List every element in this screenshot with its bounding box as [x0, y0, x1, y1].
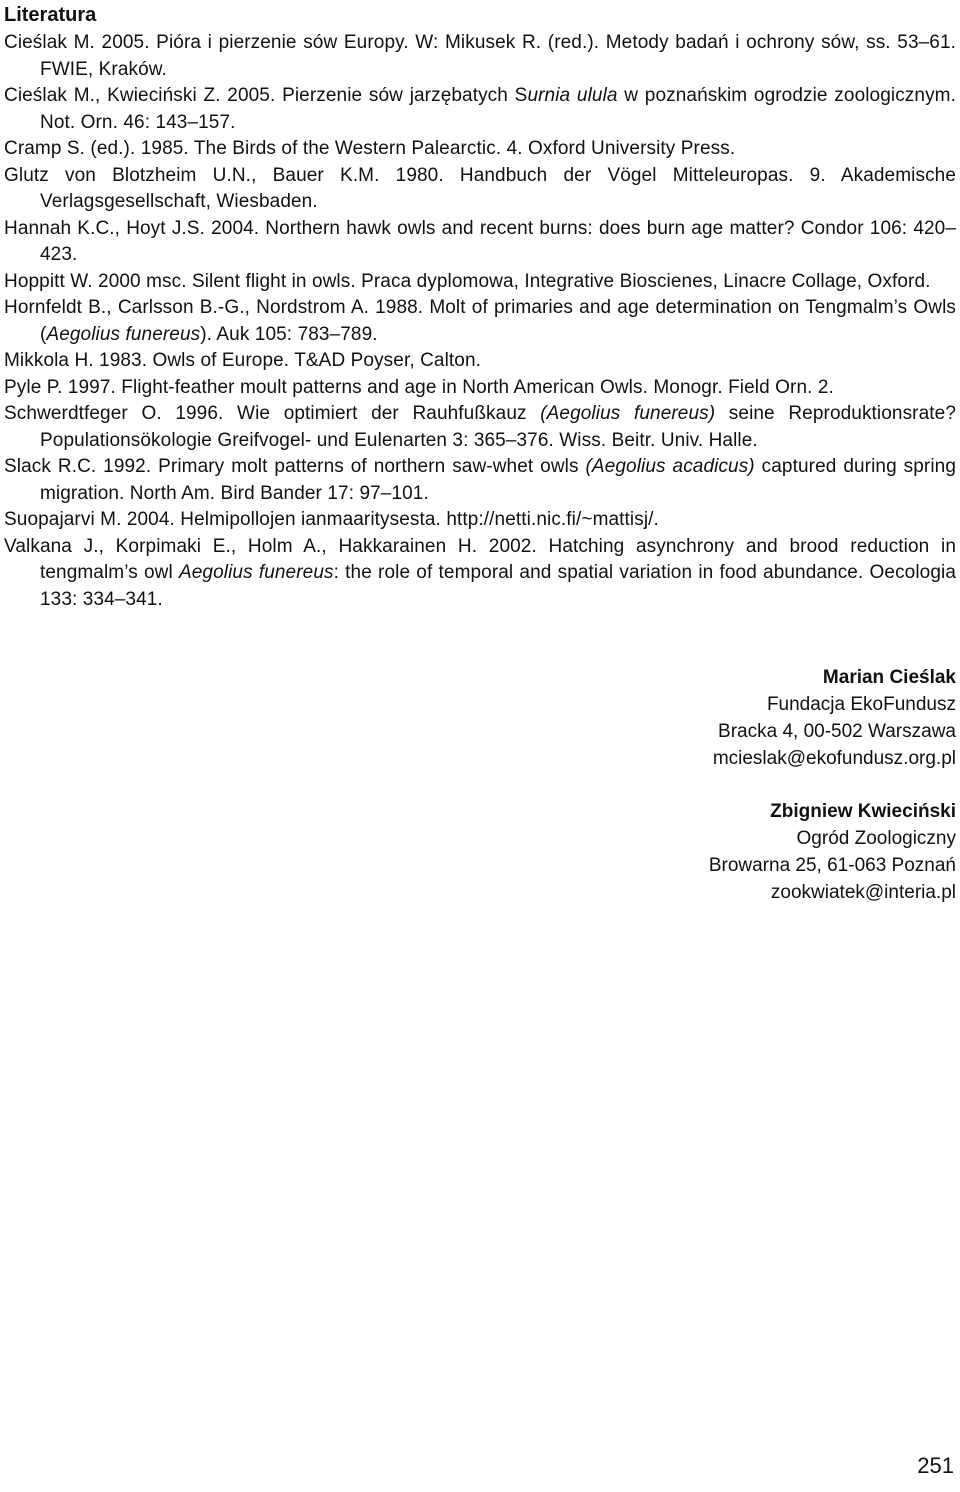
- reference-item: [4, 83, 956, 136]
- reference-item: [4, 401, 956, 454]
- reference-text: captured during spring migration. North Am. Bird Bander 17: 97–101.: [40, 456, 956, 504]
- reference-italic-text: Aegolius funereus: [46, 323, 201, 345]
- reference-text: ). Auk 105: 783–789.: [200, 323, 378, 345]
- author-institution: Ogród Zoologiczny: [796, 828, 956, 849]
- page-number: 251: [917, 1453, 954, 1478]
- author-block-2: [456, 798, 956, 906]
- reference-text: Hornfeldt B., Carlsson B.-G., Nordstrom A. 1988. Molt of primaries and age determination on Tengmalm’s Owls (: [4, 297, 956, 345]
- reference-italic-text: Aegolius funereus: [178, 562, 334, 583]
- reference-text: Suopajarvi M. 2004. Helmipollojen ianmaaritysesta. http://netti.nic.fi/~mattisj/.: [4, 509, 659, 530]
- reference-text: Slack R.C. 1992. Primary molt patterns of northern saw-whet owls: [4, 456, 586, 477]
- author-email: mcieslak@ekofundusz.org.pl: [712, 748, 956, 769]
- reference-text: Cramp S. (ed.). 1985. The Birds of the Western Palearctic. 4. Oxford University Press.: [4, 138, 736, 159]
- reference-list: [4, 30, 956, 613]
- reference-text: Hannah K.C., Hoyt J.S. 2004. Northern hawk owls and recent burns: does burn age matter? Condor 106: 420–423.: [4, 217, 956, 265]
- reference-text: Schwerdtfeger O. 1996. Wie optimiert der Rauhfußkauz: [4, 403, 541, 424]
- reference-item: [4, 534, 956, 614]
- reference-item: [4, 507, 956, 534]
- reference-item: [4, 163, 956, 216]
- reference-text: Cieślak M., Kwieciński Z. 2005. Pierzenie sów jarzębatych S: [4, 85, 528, 106]
- reference-text: : the role of temporal and spatial variation in food abundance. Oecologia 133: 334–341.: [40, 562, 956, 610]
- reference-item: [4, 30, 956, 83]
- reference-text: Valkana J., Korpimaki E., Holm A., Hakkarainen H. 2002. Hatching asynchrony and brood reduction in tengmalm’s owl: [4, 535, 956, 583]
- section-heading: Literatura: [4, 4, 97, 26]
- author-block-1: [456, 664, 956, 772]
- author-name: Marian Cieślak: [822, 667, 956, 688]
- reference-item: [4, 269, 956, 296]
- reference-text: seine Reproduktionsrate? Populationsökologie Greifvogel- und Eulenarten 3: 365–376. Wiss. Beitr. Univ. Halle.: [40, 403, 956, 451]
- reference-text: Pyle P. 1997. Flight-feather moult patterns and age in North American Owls. Monogr. Field Orn. 2.: [4, 376, 834, 398]
- author-email: zookwiatek@interia.pl: [770, 882, 956, 903]
- reference-text: Glutz von Blotzheim U.N., Bauer K.M. 1980. Handbuch der Vögel Mitteleuropas. 9. Akademische Verlagsgesellschaft, Wiesbaden.: [4, 164, 956, 212]
- reference-item: [4, 375, 956, 402]
- reference-item: [4, 348, 956, 375]
- reference-item: [4, 136, 956, 163]
- reference-text: Hoppitt W. 2000 msc. Silent flight in owls. Praca dyplomowa, Integrative Bioscienes, Linacre Collage, Oxford.: [4, 270, 931, 292]
- reference-italic-text: (Aegolius funereus): [540, 403, 716, 424]
- reference-italic-text: (Aegolius acadicus): [585, 456, 755, 477]
- reference-text: Mikkola H. 1983. Owls of Europe. T&AD Poyser, Calton.: [4, 350, 481, 371]
- reference-item: [4, 295, 956, 348]
- reference-text: w poznańskim ogrodzie zoologicznym. Not. Orn. 46: 143–157.: [40, 85, 956, 133]
- author-address: Bracka 4, 00-502 Warszawa: [718, 721, 956, 742]
- reference-text: Cieślak M. 2005. Pióra i pierzenie sów Europy. W: Mikusek R. (red.). Metody badań i ochrony sów, ss. 53–61. FWIE, Kraków.: [4, 32, 956, 80]
- reference-italic-text: urnia ulula: [527, 85, 618, 106]
- reference-item: [4, 216, 956, 269]
- reference-item: [4, 454, 956, 507]
- author-institution: Fundacja EkoFundusz: [766, 694, 956, 715]
- author-name: Zbigniew Kwieciński: [770, 801, 956, 822]
- author-address: Browarna 25, 61-063 Poznań: [708, 855, 956, 876]
